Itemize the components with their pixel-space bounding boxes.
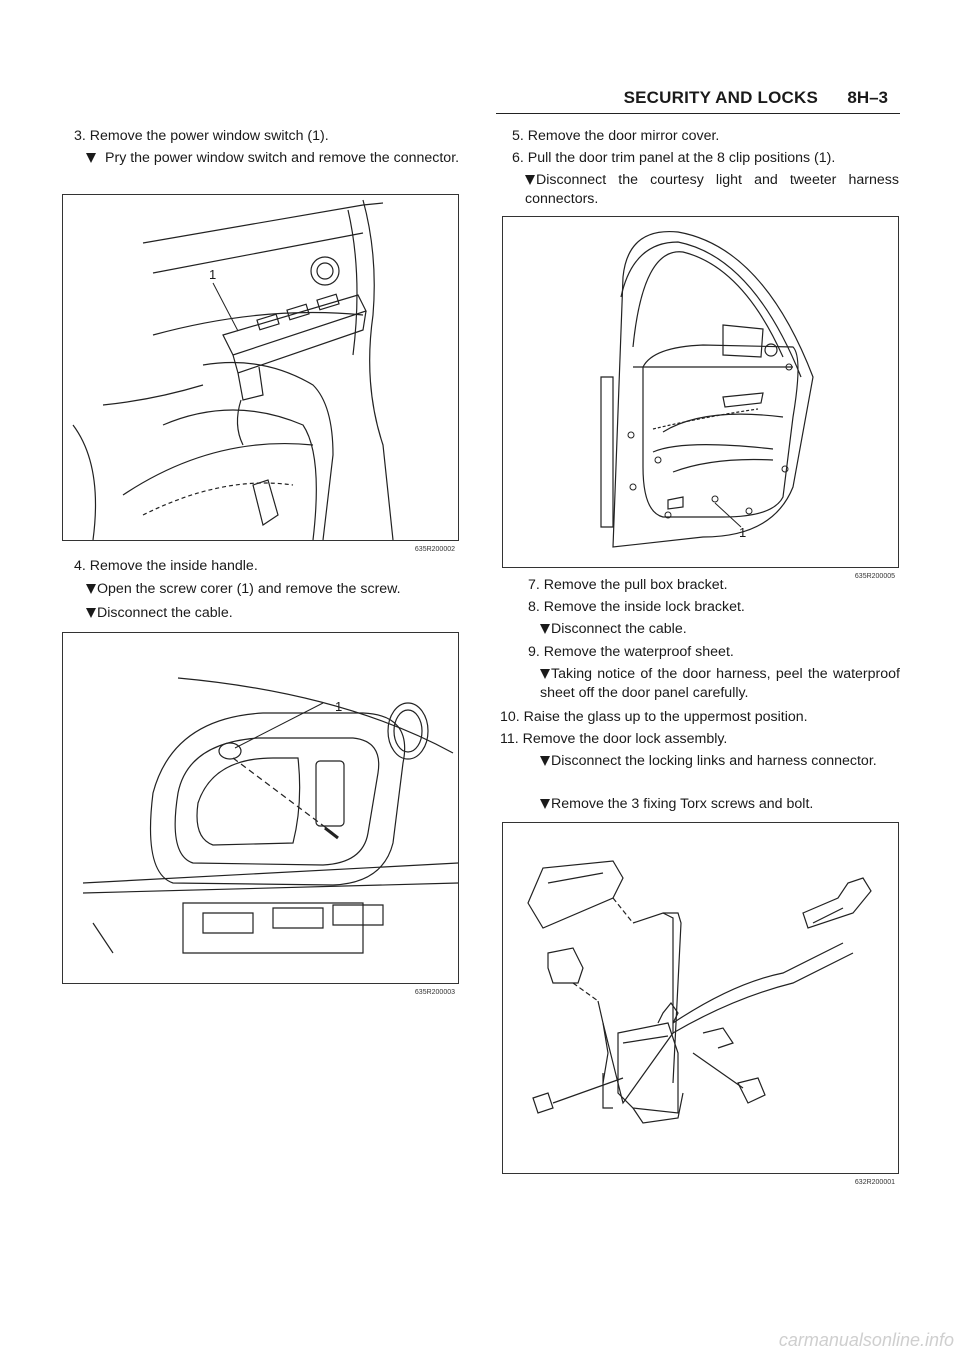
illustration-door-lock <box>503 823 898 1173</box>
figure-door-lock-assembly <box>502 822 899 1186</box>
step-8-sub: Disconnect the cable. <box>540 620 900 639</box>
step-9: 9. Remove the waterproof sheet. <box>528 644 734 660</box>
callout-label: 1 <box>335 699 343 714</box>
bullet-triangle-icon <box>540 756 550 766</box>
bullet-triangle-icon <box>540 799 550 809</box>
figure-id: 635R200002 <box>414 546 455 553</box>
bullet-triangle-icon <box>86 153 96 163</box>
step-11: 11. Remove the door lock assembly. <box>500 731 728 747</box>
step-9-sub: Taking notice of the door harness, peel the waterproof sheet off the door panel carefully. <box>540 666 900 701</box>
step-6: 6. Pull the door trim panel at the 8 clip positions (1). <box>512 150 836 166</box>
watermark: carmanualsonline.info <box>778 1330 954 1350</box>
step-11-sub-2: Remove the 3 fixing Torx screws and bolt. <box>540 795 900 814</box>
figure-id: 632R200001 <box>854 1179 895 1186</box>
bullet-triangle-icon <box>525 175 535 185</box>
figure-power-window-switch <box>62 194 459 553</box>
header-rule <box>496 113 900 114</box>
illustration-inside-handle <box>63 633 458 983</box>
step-4-sub-2: Disconnect the cable. <box>86 604 460 623</box>
step-4: 4. Remove the inside handle. <box>74 558 258 574</box>
step-6-sub: Disconnect the courtesy light and tweeter harness connectors. <box>525 172 899 207</box>
illustration-door-trim <box>503 217 898 567</box>
page-number: 8H–3 <box>847 88 888 107</box>
step-11-sub-1: Disconnect the locking links and harness connector. <box>540 752 900 771</box>
step-5: 5. Remove the door mirror cover. <box>512 128 720 144</box>
figure-inside-handle <box>62 632 459 996</box>
bullet-triangle-icon <box>86 584 96 594</box>
clip-markers <box>628 364 792 518</box>
step-8: 8. Remove the inside lock bracket. <box>528 599 745 615</box>
figure-id: 635R200005 <box>854 573 895 580</box>
figure-id: 635R200003 <box>414 989 455 996</box>
bullet-triangle-icon <box>540 669 550 679</box>
bullet-triangle-icon <box>86 608 96 618</box>
callout-label: 1 <box>739 525 747 540</box>
step-4-sub-1: Open the screw corer (1) and remove the screw. <box>86 580 460 599</box>
figure-door-trim-panel <box>502 216 899 580</box>
step-10: 10. Raise the glass up to the uppermost position. <box>500 709 808 725</box>
callout-label: 1 <box>209 267 217 282</box>
section-title: SECURITY AND LOCKS <box>623 88 818 107</box>
illustration-window-switch <box>63 195 458 540</box>
step-7: 7. Remove the pull box bracket. <box>528 577 728 593</box>
page-header <box>496 88 900 114</box>
step-3: 3. Remove the power window switch (1). <box>74 128 329 144</box>
step-3-sub: Pry the power window switch and remove the connector. <box>86 149 460 168</box>
bullet-triangle-icon <box>540 624 550 634</box>
